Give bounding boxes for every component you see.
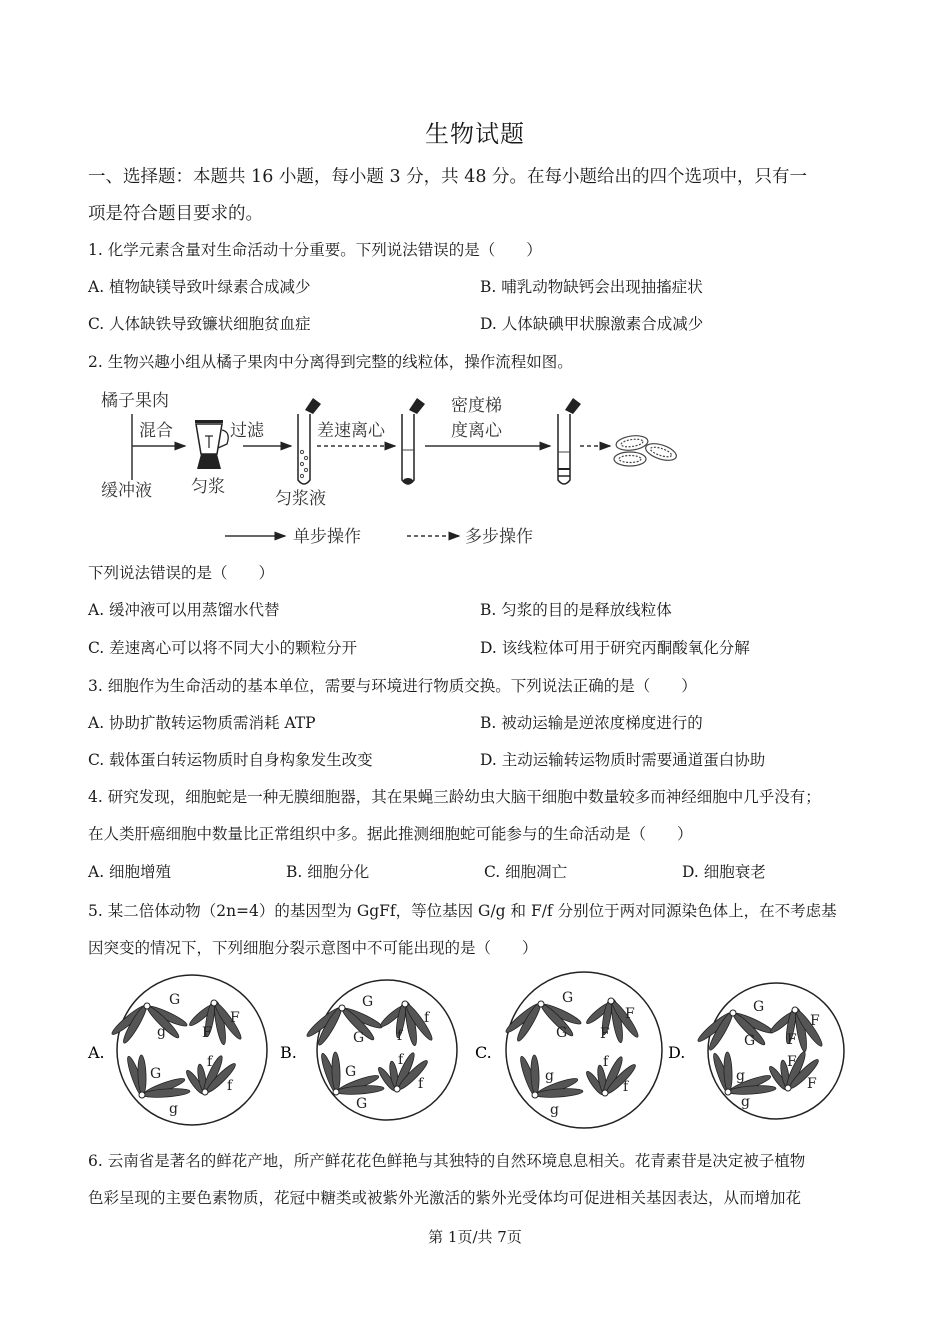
svg-text:g: g xyxy=(169,1101,178,1117)
svg-text:g: g xyxy=(741,1094,750,1110)
step-differential-centrifugation: 差速离心 xyxy=(317,421,385,441)
legend-single-step: 单步操作 xyxy=(293,527,361,547)
svg-text:F: F xyxy=(202,1025,212,1041)
svg-text:f: f xyxy=(424,1010,430,1026)
blender-icon xyxy=(195,420,228,469)
cell-c-label: C. xyxy=(475,1043,492,1062)
question-1-stem: 1. 化学元素含量对生命活动十分重要。下列说法错误的是（ ） xyxy=(88,241,542,259)
svg-text:G: G xyxy=(744,1033,756,1049)
svg-text:F: F xyxy=(810,1013,820,1029)
svg-text:f: f xyxy=(227,1078,233,1094)
svg-text:F: F xyxy=(600,1026,610,1042)
section-heading-cont: 项是符合题目要求的。 xyxy=(88,204,263,224)
question-1-option-d[interactable]: D. 人体缺碘甲状腺激素合成减少 xyxy=(480,315,704,333)
section-heading: 一、选择题：本题共 16 小题，每小题 3 分，共 48 分。在每小题给出的四个选项中，只有一 xyxy=(88,167,808,187)
cell-diagram-b xyxy=(280,980,457,1120)
cell-diagram-d xyxy=(668,983,844,1119)
tube-homogenate-label: 匀浆液 xyxy=(275,489,326,509)
cell-a-label: A. xyxy=(88,1043,105,1062)
svg-text:f: f xyxy=(397,1028,403,1044)
svg-text:G: G xyxy=(556,1025,568,1041)
svg-text:G: G xyxy=(169,992,181,1008)
cell-diagram-c xyxy=(475,972,662,1128)
cell-d-label: D. xyxy=(668,1043,686,1062)
question-5-stem-cont: 因突变的情况下，下列细胞分裂示意图中不可能出现的是（ ） xyxy=(88,939,538,957)
question-2-option-a[interactable]: A. 缓冲液可以用蒸馏水代替 xyxy=(88,601,280,619)
mitochondria-icon xyxy=(614,434,678,466)
svg-text:G: G xyxy=(353,1030,365,1046)
page-title: 生物试题 xyxy=(425,120,525,148)
question-2-stem: 2. 生物兴趣小组从橘子果肉中分离得到完整的线粒体，操作流程如图。 xyxy=(88,353,573,371)
legend-multi-step: 多步操作 xyxy=(465,527,533,547)
question-1-option-c[interactable]: C. 人体缺铁导致镰状细胞贫血症 xyxy=(88,315,311,333)
question-3-option-d[interactable]: D. 主动运输转运物质时需要通道蛋白协助 xyxy=(480,751,766,769)
svg-text:g: g xyxy=(550,1102,559,1118)
question-1-option-a[interactable]: A. 植物缺镁导致叶绿素合成减少 xyxy=(88,278,311,296)
question-3-option-c[interactable]: C. 载体蛋白转运物质时自身构象发生改变 xyxy=(88,751,373,769)
question-4-option-a[interactable]: A. 细胞增殖 xyxy=(88,863,172,881)
svg-text:G: G xyxy=(362,994,374,1010)
svg-text:F: F xyxy=(787,1054,797,1070)
question-3-stem: 3. 细胞作为生命活动的基本单位，需要与环境进行物质交换。下列说法正确的是（ ） xyxy=(88,677,697,695)
input-buffer: 缓冲液 xyxy=(101,481,152,501)
svg-text:F: F xyxy=(625,1006,635,1022)
input-orange-pulp: 橘子果肉 xyxy=(101,391,169,411)
question-4-stem: 4. 研究发现，细胞蛇是一种无膜细胞器，其在果蝇三龄幼虫大脑干细胞中数量较多而神经细胞中几乎没有； xyxy=(88,788,821,806)
cell-division-diagrams xyxy=(80,968,880,1133)
svg-text:F: F xyxy=(787,1032,797,1048)
svg-text:g: g xyxy=(545,1068,554,1084)
svg-text:f: f xyxy=(398,1052,404,1068)
question-2-option-b[interactable]: B. 匀浆的目的是释放线粒体 xyxy=(480,601,672,619)
cell-diagram-a xyxy=(87,975,267,1125)
question-6-stem: 6. 云南省是著名的鲜花产地，所产鲜花花色鲜艳与其独特的自然环境息息相关。花青素苷是决定被子植物 xyxy=(88,1152,806,1170)
svg-text:F: F xyxy=(230,1010,240,1026)
svg-text:G: G xyxy=(150,1066,162,1082)
cell-b-label: B. xyxy=(280,1043,297,1062)
svg-text:G: G xyxy=(345,1064,357,1080)
test-tube-pellet-icon xyxy=(402,398,425,484)
question-2-option-c[interactable]: C. 差速离心可以将不同大小的颗粒分开 xyxy=(88,639,358,657)
question-4-option-c[interactable]: C. 细胞凋亡 xyxy=(484,863,568,881)
svg-text:G: G xyxy=(356,1096,368,1112)
svg-text:g: g xyxy=(736,1068,745,1084)
question-4-option-b[interactable]: B. 细胞分化 xyxy=(286,863,370,881)
step-mix: 混合 xyxy=(139,421,173,441)
step-filter: 过滤 xyxy=(230,421,264,441)
question-6-stem-cont: 色彩呈现的主要色素物质，花冠中糖类或被紫外光激活的紫外光受体均可促进相关基因表达，从而增加花 xyxy=(88,1189,802,1207)
svg-text:G: G xyxy=(753,999,765,1015)
svg-text:f: f xyxy=(603,1054,609,1070)
question-4-option-d[interactable]: D. 细胞衰老 xyxy=(682,863,766,881)
blender-label: 匀浆 xyxy=(191,477,225,497)
question-2-sub-stem: 下列说法错误的是（ ） xyxy=(88,564,275,582)
svg-text:f: f xyxy=(623,1079,629,1095)
question-5-stem: 5. 某二倍体动物（2n=4）的基因型为 GgFf，等位基因 G/g 和 F/f 分别位于两对同源染色体上，在不考虑基 xyxy=(88,902,837,920)
step-gradient-line1: 密度梯 xyxy=(451,396,502,416)
question-2-option-d[interactable]: D. 该线粒体可用于研究丙酮酸氧化分解 xyxy=(480,639,750,657)
test-tube-homogenate-icon xyxy=(298,398,321,484)
svg-text:F: F xyxy=(807,1076,817,1092)
question-3-option-a[interactable]: A. 协助扩散转运物质需消耗 ATP xyxy=(88,714,316,732)
page-footer: 第 1页/共 7页 xyxy=(428,1228,522,1246)
test-tube-gradient-icon xyxy=(558,398,581,484)
svg-text:f: f xyxy=(418,1076,424,1092)
question-4-stem-cont: 在人类肝癌细胞中数量比正常组织中多。据此推测细胞蛇可能参与的生命活动是（ ） xyxy=(88,825,693,843)
mitochondria-isolation-flowchart xyxy=(95,384,685,552)
svg-text:g: g xyxy=(157,1024,166,1040)
question-3-option-b[interactable]: B. 被动运输是逆浓度梯度进行的 xyxy=(480,714,703,732)
question-1-option-b[interactable]: B. 哺乳动物缺钙会出现抽搐症状 xyxy=(480,278,703,296)
step-gradient-line2: 度离心 xyxy=(451,421,502,441)
svg-text:G: G xyxy=(562,990,574,1006)
svg-text:f: f xyxy=(207,1054,213,1070)
